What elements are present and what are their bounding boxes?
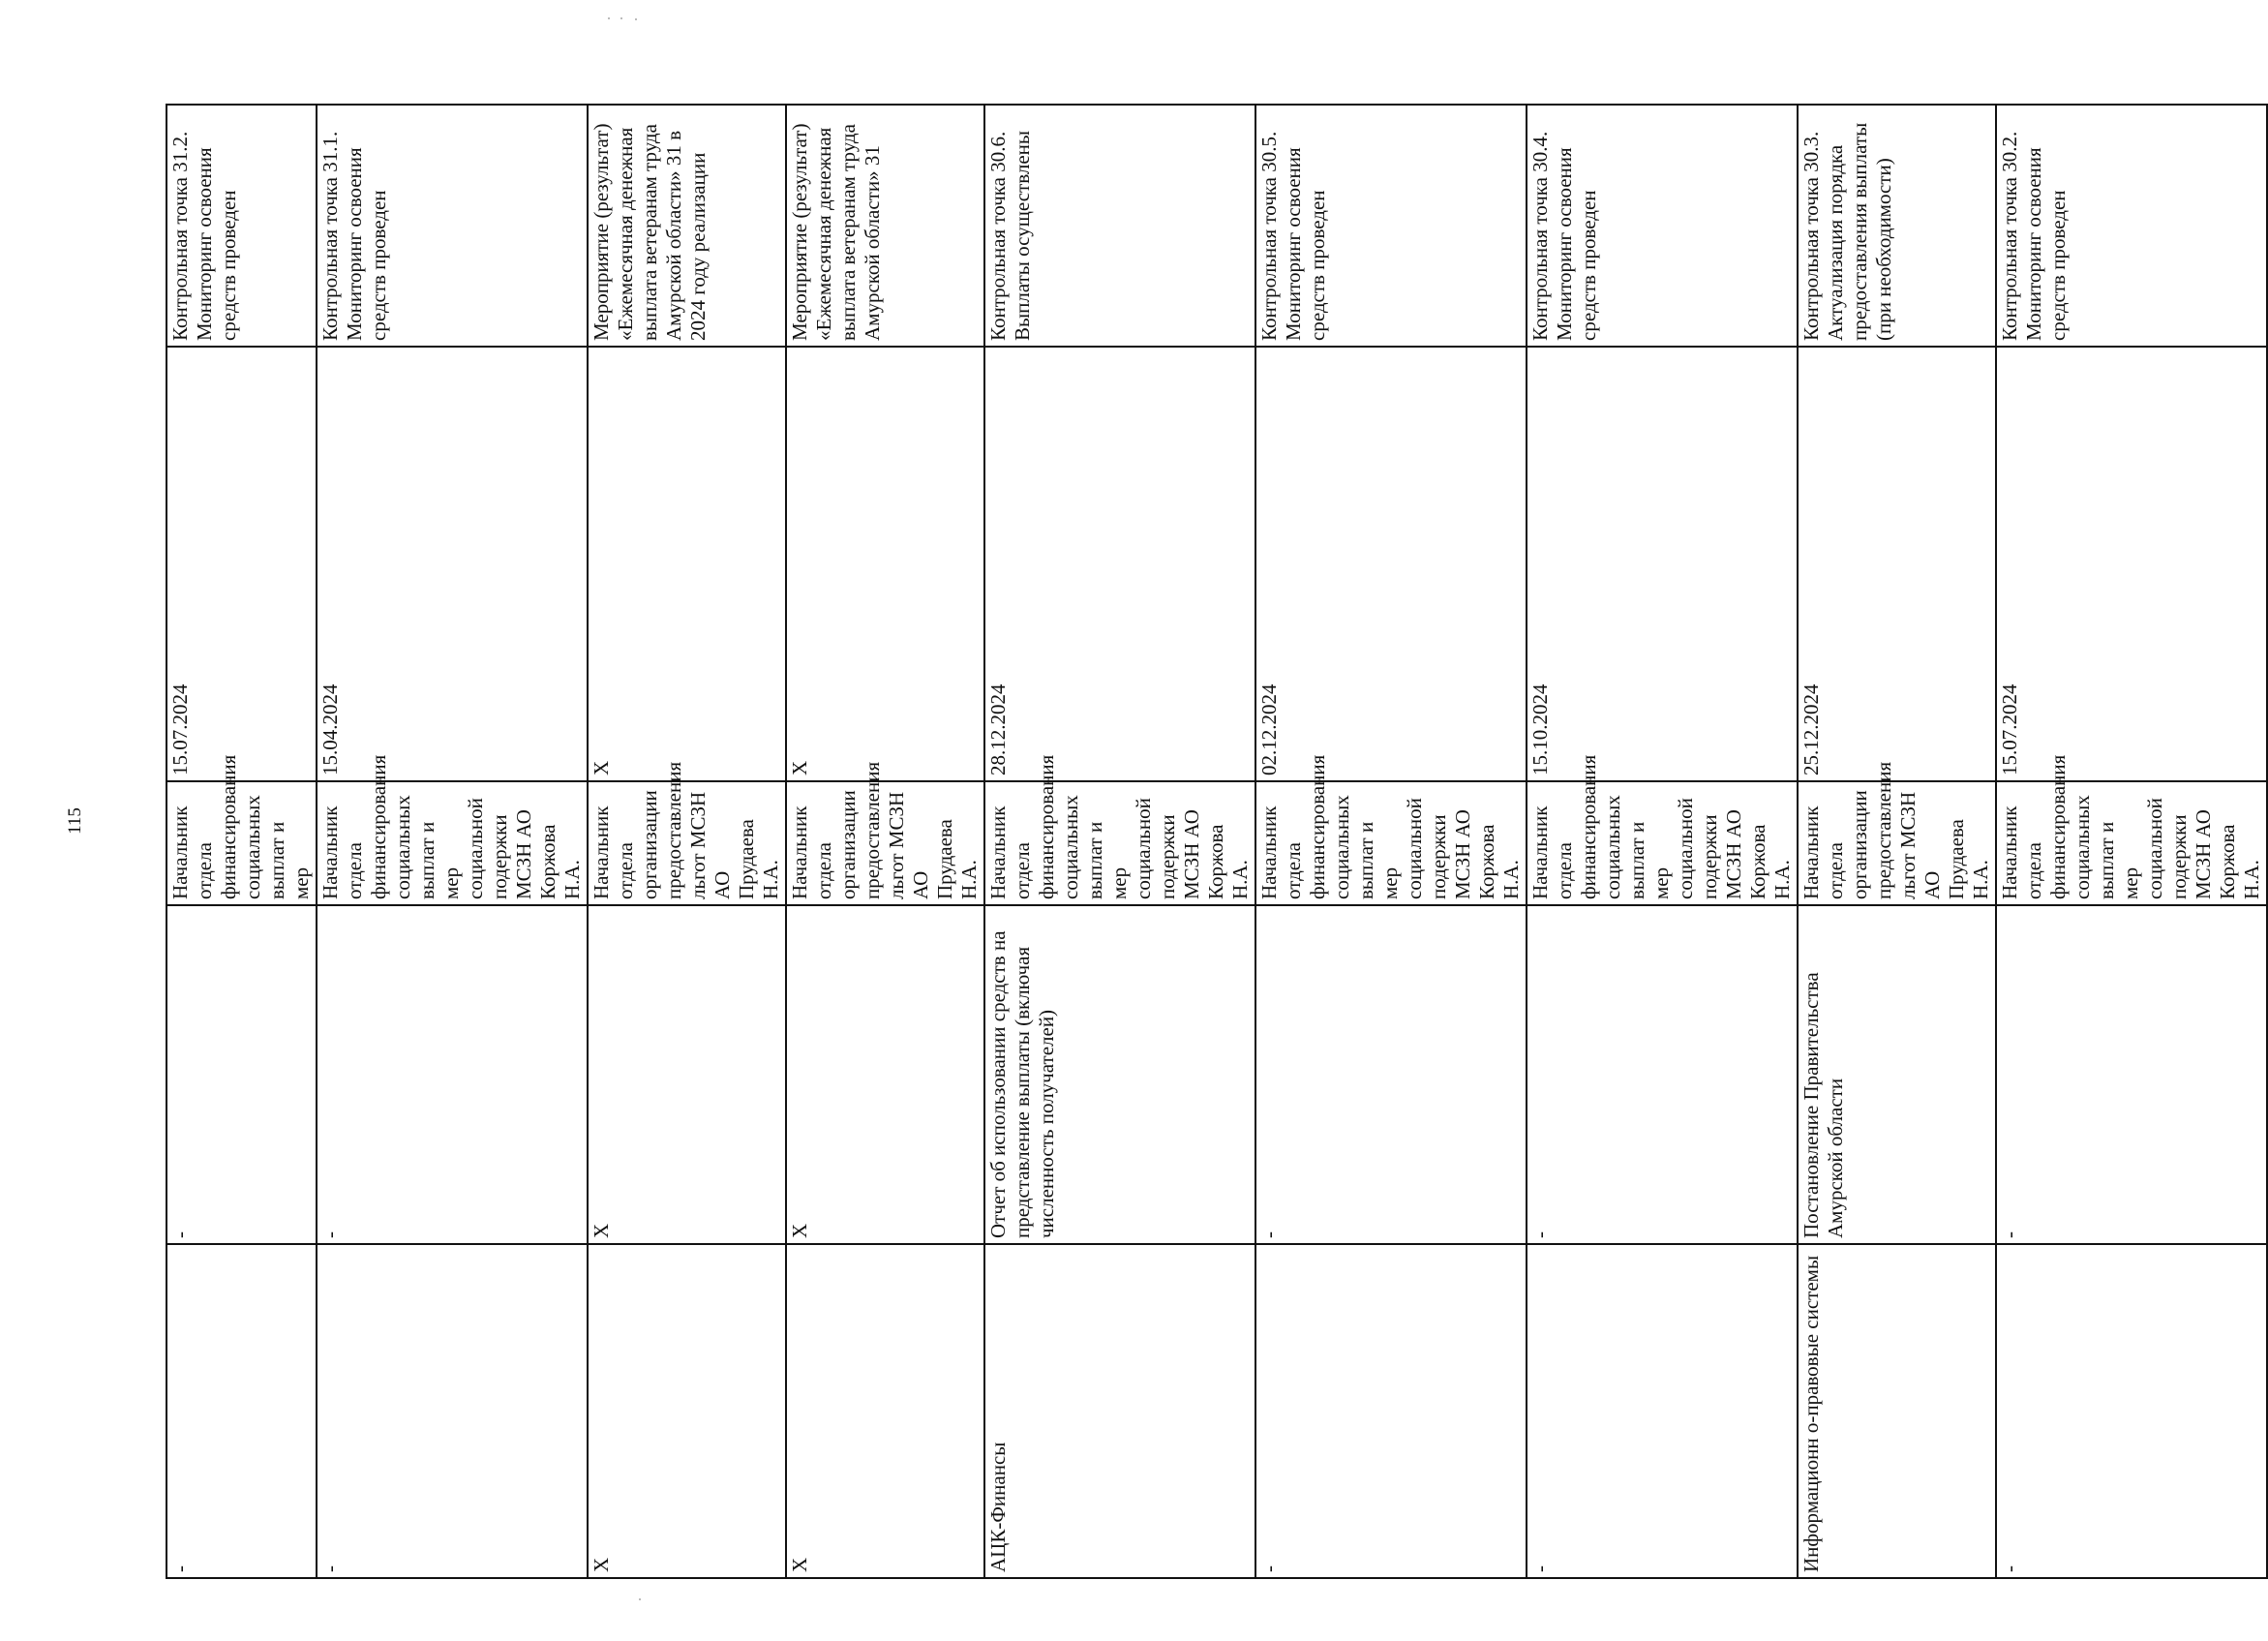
row-cell-document: X	[588, 905, 786, 1244]
table-row	[1798, 105, 1996, 1578]
row-cell-event: Мероприятие (результат) «Ежемесячная денежная выплата ветеранам труда Амурской области» 31 в 2024 году реализации	[588, 105, 786, 347]
row-cell-document: -	[1996, 905, 2267, 1244]
table-row	[1527, 105, 1798, 1578]
row-cell-event: Мероприятие (результат) «Ежемесячная денежная выплата ветеранам труда Амурской области» 31	[786, 105, 984, 347]
rotated-table-container	[166, 106, 2263, 1579]
row-cell-document: -	[1527, 905, 1798, 1244]
row-cell-system: X	[786, 1244, 984, 1578]
table-row	[1996, 105, 2267, 1578]
row-cell-event: Контрольная точка 30.4. Мониторинг освоения средств проведен	[1527, 105, 1798, 347]
page-number: 115	[65, 807, 85, 835]
row-cell-responsible: Начальник отдела финансирования социальных выплат и мер социальной подержки МСЗН АО Коржова Н.А.	[1996, 781, 2267, 905]
row-cell-event: Контрольная точка 30.2. Мониторинг освоения средств проведен	[1996, 105, 2267, 347]
row-cell-system: -	[1255, 1244, 1527, 1578]
row-cell-responsible: Начальник отдела финансирования социальных выплат и мер социальной подержки МСЗН АО Коржова Н.А.	[1527, 781, 1798, 905]
scan-speck	[620, 17, 622, 19]
row-cell-event: Контрольная точка 31.2. Мониторинг освоения средств проведен	[166, 105, 317, 347]
row-cell-event: Контрольная точка 31.1. Мониторинг освоения средств проведен	[317, 105, 588, 347]
row-cell-document: Постановление Правительства Амурской области	[1798, 905, 1996, 1244]
row-cell-responsible: Начальник отдела организации предоставления льгот МСЗН АО Прудаева Н.А.	[1798, 781, 1996, 905]
row-cell-document: Отчет об использовании средств на представление выплаты (включая численность получателей)	[984, 905, 1255, 1244]
row-cell-responsible: Начальник отдела организации предоставления льгот МСЗН АО Прудаева Н.А.	[786, 781, 984, 905]
table-row	[317, 105, 588, 1578]
row-cell-date: X	[786, 347, 984, 781]
row-cell-event: Контрольная точка 30.6. Выплаты осуществлены	[984, 105, 1255, 347]
row-cell-system: -	[166, 1244, 317, 1578]
table-row	[984, 105, 1255, 1578]
table-row	[166, 105, 317, 1578]
row-cell-document: -	[166, 905, 317, 1244]
row-cell-responsible: Начальник отдела финансирования социальных выплат и мер социальной подержки МСЗН АО Коржова Н.А.	[1255, 781, 1527, 905]
row-cell-date: X	[588, 347, 786, 781]
row-cell-document: -	[317, 905, 588, 1244]
scan-speck	[608, 17, 610, 19]
row-cell-responsible: Начальник отдела финансирования социальных выплат и мер	[166, 781, 317, 905]
row-cell-document: X	[786, 905, 984, 1244]
scan-speck	[635, 18, 637, 20]
row-cell-system: -	[317, 1244, 588, 1578]
row-cell-event: Контрольная точка 30.3. Актуализация порядка предоставления выплаты (при необходимости)	[1798, 105, 1996, 347]
row-cell-date: 28.12.2024	[984, 347, 1255, 781]
row-cell-date: 15.07.2024	[1996, 347, 2267, 781]
scan-speck	[639, 1598, 641, 1600]
row-cell-date: 25.12.2024	[1798, 347, 1996, 781]
row-cell-date: 15.07.2024	[166, 347, 317, 781]
row-cell-system: Информационн о-правовые системы	[1798, 1244, 1996, 1578]
row-cell-document: -	[1255, 905, 1527, 1244]
table-row	[588, 105, 786, 1578]
row-cell-event: Контрольная точка 30.5. Мониторинг освоения средств проведен	[1255, 105, 1527, 347]
row-cell-system: АЦК-Финансы	[984, 1244, 1255, 1578]
row-cell-responsible: Начальник отдела финансирования социальных выплат и мер социальной подержки МСЗН АО Коржова Н.А.	[984, 781, 1255, 905]
table-row	[1255, 105, 1527, 1578]
row-cell-responsible: Начальник отдела финансирования социальных выплат и мер социальной подержки МСЗН АО Коржова Н.А.	[317, 781, 588, 905]
row-cell-date: 02.12.2024	[1255, 347, 1527, 781]
row-cell-system: -	[1996, 1244, 2267, 1578]
table-row	[786, 105, 984, 1578]
row-cell-date: 15.04.2024	[317, 347, 588, 781]
row-cell-system: X	[588, 1244, 786, 1578]
row-cell-responsible: Начальник отдела организации предоставления льгот МСЗН АО Прудаева Н.А.	[588, 781, 786, 905]
control-points-table	[166, 104, 2268, 1579]
row-cell-date: 15.10.2024	[1527, 347, 1798, 781]
row-cell-system: -	[1527, 1244, 1798, 1578]
